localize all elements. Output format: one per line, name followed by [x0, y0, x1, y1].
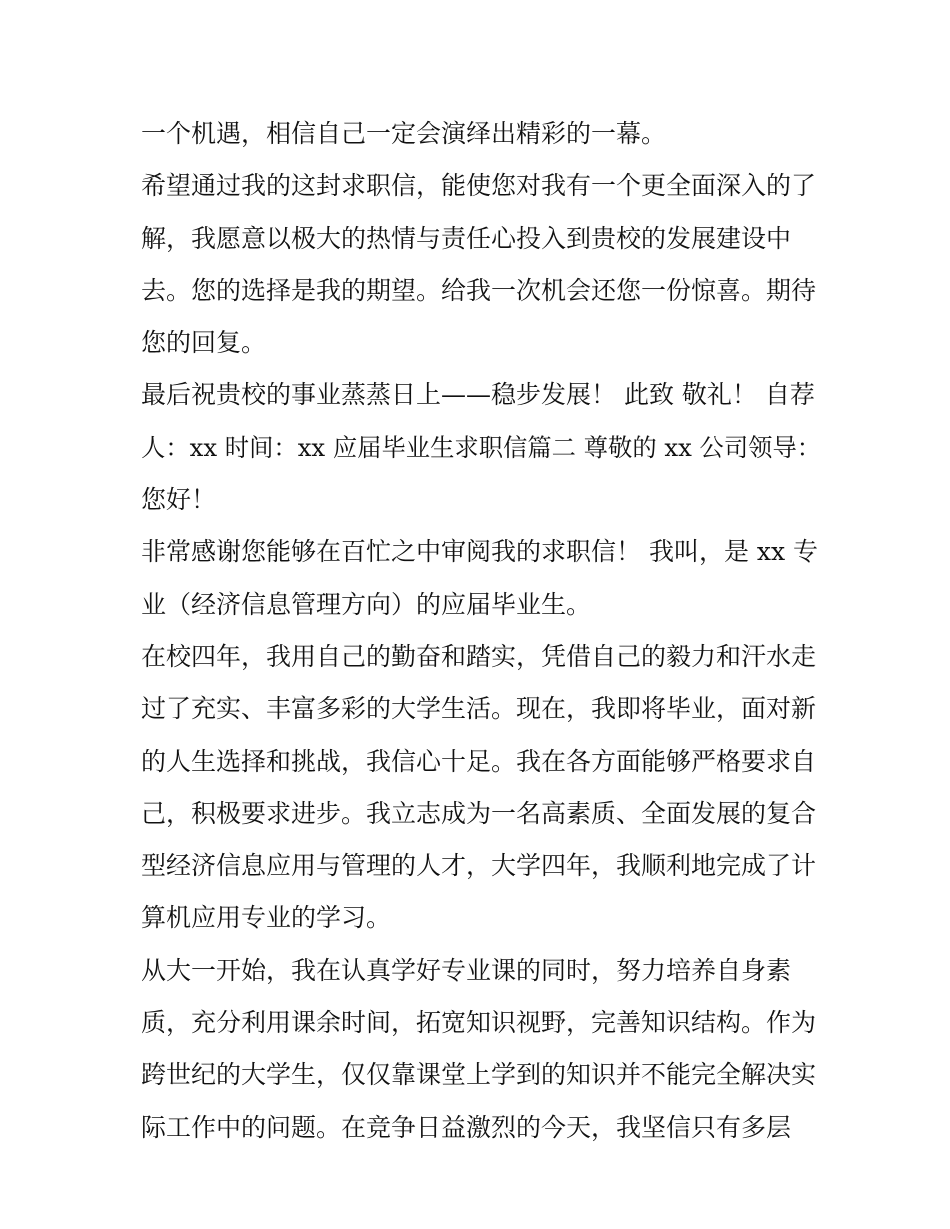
text-line-15: 型经济信息应用与管理的人才，大学四年，我顺利地完成了计 — [141, 851, 817, 881]
text-line-1: 一个机遇，相信自己一定会演绎出精彩的一幕。 — [141, 119, 667, 148]
text-line-19: 跨世纪的大学生，仅仅靠课堂上学到的知识并不能完全解决实 — [141, 1060, 817, 1090]
text-line-7: 人：xx 时间：xx 应届毕业生求职信篇二 尊敬的 xx 公司领导： — [141, 432, 822, 462]
text-line-16: 算机应用专业的学习。 — [141, 903, 392, 933]
text-line-17: 从大一开始，我在认真学好专业课的同时，努力培养自身素 — [141, 955, 792, 985]
text-line-9: 非常感谢您能够在百忙之中审阅我的求职信！ 我叫，是 xx 专 — [141, 537, 819, 567]
text-line-11: 在校四年，我用自己的勤奋和踏实，凭借自己的毅力和汗水走 — [141, 641, 817, 671]
text-line-10: 业（经济信息管理方向）的应届毕业生。 — [141, 589, 592, 619]
text-line-8: 您好！ — [141, 485, 217, 515]
letter-body — [141, 108, 821, 1154]
text-line-12: 过了充实、丰富多彩的大学生活。现在，我即将毕业，面对新 — [141, 694, 817, 724]
text-line-6: 最后祝贵校的事业蒸蒸日上——稳步发展！ 此致 敬礼！ 自荐 — [141, 380, 815, 410]
text-line-20: 际工作中的问题。在竞争日益激烈的今天，我坚信只有多层 — [141, 1112, 792, 1142]
text-line-3: 解，我愿意以极大的热情与责任心投入到贵校的发展建设中 — [141, 223, 792, 253]
text-line-5: 您的回复。 — [141, 328, 267, 358]
text-line-4: 去。您的选择是我的期望。给我一次机会还您一份惊喜。期待 — [141, 275, 817, 305]
text-line-18: 质，充分利用课余时间，拓宽知识视野，完善知识结构。作为 — [141, 1008, 817, 1038]
text-line-13: 的人生选择和挑战，我信心十足。我在各方面能够严格要求自 — [141, 746, 817, 776]
text-line-2: 希望通过我的这封求职信，能使您对我有一个更全面深入的了 — [141, 171, 817, 201]
text-line-14: 己，积极要求进步。我立志成为一名高素质、全面发展的复合 — [141, 798, 817, 828]
